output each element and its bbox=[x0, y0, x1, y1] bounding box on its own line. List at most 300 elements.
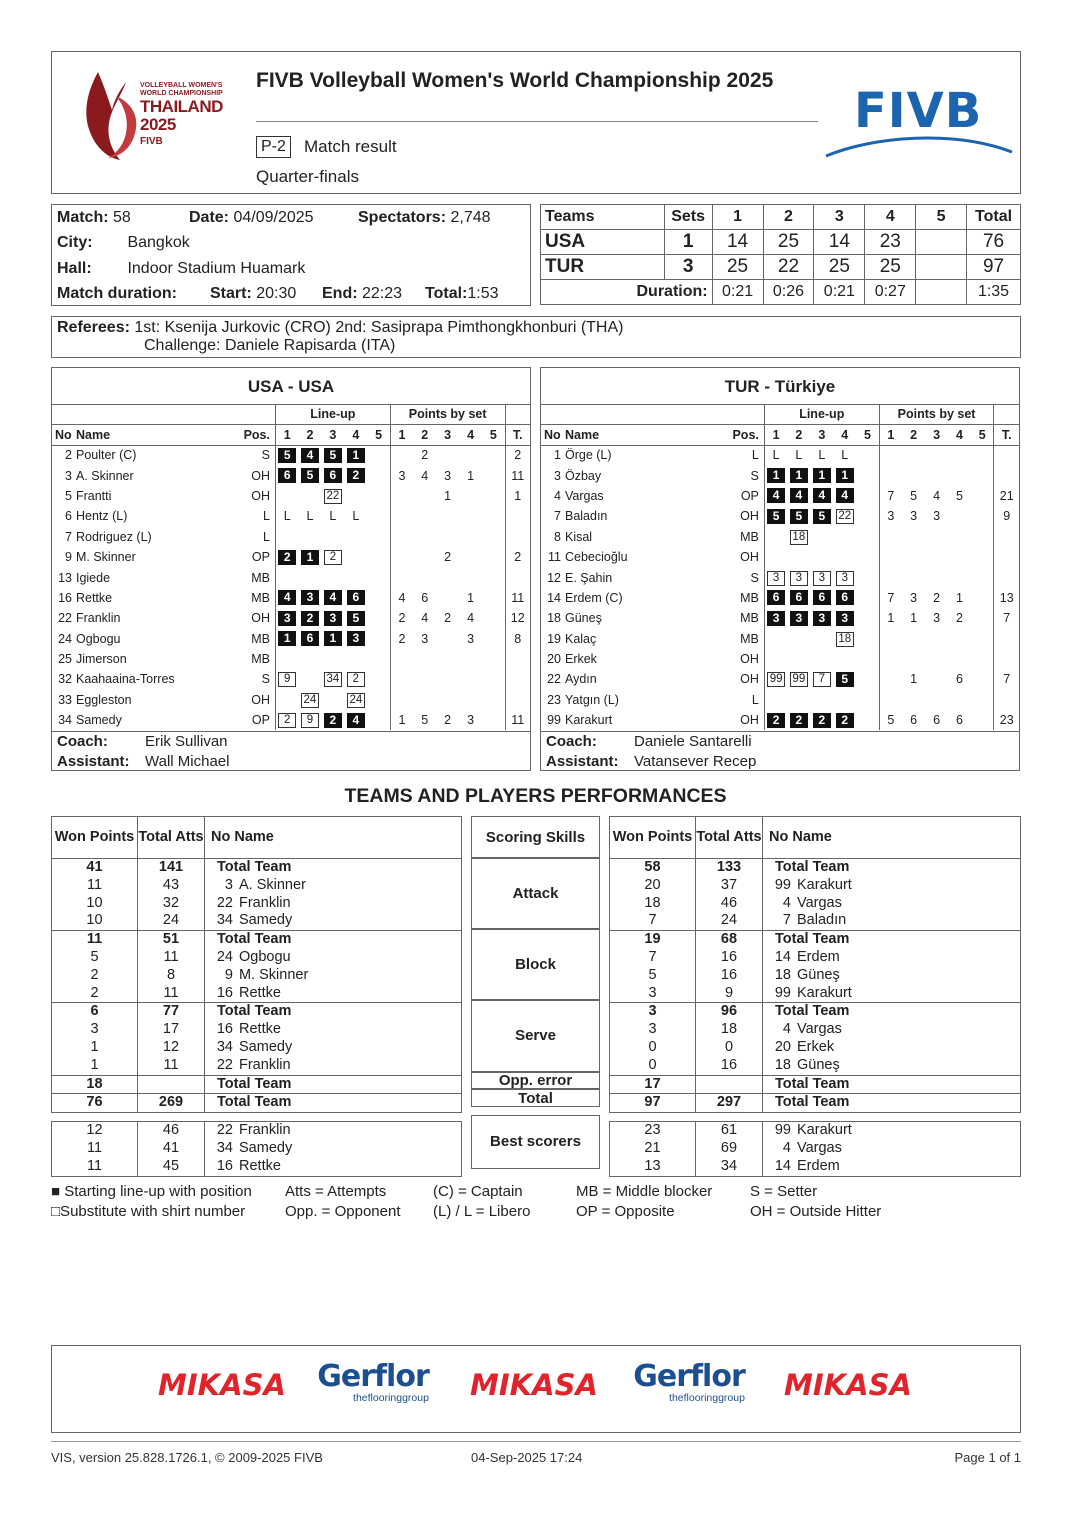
substitute-box: 3 bbox=[836, 571, 854, 586]
won-points: 3 bbox=[610, 1003, 696, 1021]
points-set-header: 5 bbox=[482, 424, 505, 445]
libero-mark: L bbox=[329, 509, 337, 524]
won-points: 11 bbox=[52, 1140, 138, 1158]
coach-label: Coach: bbox=[57, 733, 108, 750]
player-row bbox=[541, 567, 1019, 587]
player-name: Total Team bbox=[217, 1094, 292, 1111]
starting-position-box: 3 bbox=[836, 611, 854, 626]
player-number: 3 bbox=[224, 876, 233, 893]
lineup-cell bbox=[833, 649, 856, 669]
player-name: Total Team bbox=[217, 1003, 292, 1020]
total-atts: 61 bbox=[696, 1122, 763, 1140]
coach-name: Daniele Santarelli bbox=[634, 733, 752, 750]
starting-position-box: 2 bbox=[790, 713, 808, 728]
set-points bbox=[971, 669, 994, 689]
total-atts: 141 bbox=[138, 859, 205, 877]
lineup-cell bbox=[787, 649, 810, 669]
lineup-cell bbox=[833, 506, 856, 526]
name-header: Name bbox=[565, 424, 732, 445]
lineup-cell bbox=[298, 445, 321, 465]
lineup-cell bbox=[810, 445, 833, 465]
lineup-set-header: 5 bbox=[367, 424, 390, 445]
player-name: Baladın bbox=[564, 509, 608, 524]
player-number: 22 bbox=[216, 1122, 233, 1139]
lineup-cell bbox=[833, 486, 856, 506]
lineup-cell bbox=[321, 690, 344, 710]
set-points bbox=[459, 649, 482, 669]
total-atts: 34 bbox=[696, 1158, 763, 1176]
won-points: 12 bbox=[52, 1122, 138, 1140]
won-points: 58 bbox=[610, 859, 696, 877]
set4-header: 4 bbox=[865, 205, 916, 230]
lineup-cell bbox=[367, 669, 390, 689]
won-points: 10 bbox=[52, 895, 138, 913]
set-points bbox=[482, 506, 505, 526]
set-points bbox=[436, 690, 459, 710]
player-name: Poulter (C) bbox=[75, 448, 137, 463]
total-duration: 1:35 bbox=[967, 280, 1021, 305]
lineup-cell bbox=[321, 567, 344, 587]
roster-group-header bbox=[541, 405, 1019, 424]
won-points: 1 bbox=[52, 1039, 138, 1057]
player-name: Karakurt bbox=[797, 876, 852, 893]
set-points bbox=[925, 649, 948, 669]
starting-position-box: 4 bbox=[347, 713, 365, 728]
player-row bbox=[52, 445, 530, 465]
best-scorer-row bbox=[52, 1140, 462, 1158]
starting-position-box: 5 bbox=[790, 509, 808, 524]
set-points: 6 bbox=[421, 590, 429, 605]
starting-position-box: 1 bbox=[347, 448, 365, 463]
lineup-cell bbox=[764, 710, 787, 730]
player-row bbox=[52, 690, 530, 710]
set-points bbox=[925, 547, 948, 567]
player-number: 18 bbox=[774, 966, 791, 983]
lineup-cell bbox=[856, 506, 879, 526]
lineup-cell bbox=[275, 527, 298, 547]
performance-row bbox=[610, 1021, 1021, 1039]
set-points bbox=[482, 588, 505, 608]
total-atts bbox=[696, 1075, 763, 1094]
performance-row bbox=[52, 877, 462, 895]
substitute-box: 2 bbox=[347, 672, 365, 687]
performance-table bbox=[51, 816, 462, 1113]
player-total-points bbox=[994, 567, 1019, 587]
player-number: 7 bbox=[554, 509, 561, 524]
player-number: 16 bbox=[216, 1021, 233, 1038]
total-points: 76 bbox=[967, 230, 1021, 255]
lineup-cell bbox=[764, 547, 787, 567]
lineup-set-header: 1 bbox=[275, 424, 298, 445]
starting-position-box: 3 bbox=[324, 611, 342, 626]
starting-position-box: 1 bbox=[301, 550, 319, 565]
set-points: 2 bbox=[398, 631, 406, 646]
total-header: T. bbox=[505, 424, 530, 445]
total-atts: 11 bbox=[138, 1057, 205, 1075]
substitute-box: 24 bbox=[301, 693, 319, 708]
total-atts: 11 bbox=[138, 949, 205, 967]
no-name-header: No Name bbox=[205, 817, 462, 859]
libero-mark: L bbox=[352, 509, 360, 524]
player-name: A. Skinner bbox=[239, 876, 306, 893]
player-position: L bbox=[732, 445, 764, 465]
set-points: 3 bbox=[467, 713, 475, 728]
lineup-cell bbox=[275, 486, 298, 506]
performance-row bbox=[52, 1003, 462, 1021]
starting-position-box: 5 bbox=[278, 448, 296, 463]
won-points: 5 bbox=[610, 967, 696, 985]
set-score: 14 bbox=[814, 230, 865, 255]
player-name: Aydın bbox=[564, 672, 597, 687]
sets-header: Sets bbox=[664, 205, 712, 230]
lineup-cell bbox=[764, 690, 787, 710]
lineup-cell bbox=[787, 588, 810, 608]
player-name: Total Team bbox=[775, 859, 850, 875]
player-name: Örge (L) bbox=[564, 448, 612, 463]
starting-position-box: 1 bbox=[324, 631, 342, 646]
lineup-cell bbox=[810, 486, 833, 506]
set-points: 5 bbox=[421, 713, 429, 728]
lineup-cell bbox=[321, 608, 344, 628]
set-points bbox=[925, 690, 948, 710]
lineup-cell bbox=[275, 547, 298, 567]
set-points bbox=[879, 649, 902, 669]
points-by-set-header: Points by set bbox=[390, 405, 505, 424]
lineup-cell bbox=[856, 629, 879, 649]
set-points bbox=[413, 649, 436, 669]
lineup-set-header: 5 bbox=[856, 424, 879, 445]
player-position: MB bbox=[732, 588, 764, 608]
lineup-cell bbox=[810, 710, 833, 730]
lineup-cell bbox=[344, 547, 367, 567]
performance-row bbox=[52, 912, 462, 930]
total-atts: 43 bbox=[138, 877, 205, 895]
player-name: Franklin bbox=[239, 1056, 291, 1073]
set-points bbox=[902, 547, 925, 567]
player-position: S bbox=[732, 567, 764, 587]
lineup-cell bbox=[298, 629, 321, 649]
skill-label: Serve bbox=[471, 1000, 600, 1071]
total-atts: 41 bbox=[138, 1140, 205, 1158]
player-number: 1 bbox=[554, 448, 561, 463]
substitute-box: 2 bbox=[278, 713, 296, 728]
player-number: 16 bbox=[58, 590, 72, 605]
won-points: 11 bbox=[52, 877, 138, 895]
set-points: 1 bbox=[467, 468, 475, 483]
lineup-cell bbox=[275, 690, 298, 710]
set-points bbox=[390, 669, 413, 689]
lineup-cell bbox=[764, 649, 787, 669]
substitute-box: 18 bbox=[836, 632, 854, 647]
lineup-cell bbox=[787, 629, 810, 649]
total-atts-header: Total Atts bbox=[696, 817, 763, 859]
won-points: 3 bbox=[610, 1021, 696, 1039]
player-name: Erkek bbox=[564, 652, 597, 667]
player-name: M. Skinner bbox=[75, 550, 136, 565]
starting-position-box: 6 bbox=[301, 631, 319, 646]
logo-subtitle: VOLLEYBALL WOMEN'S WORLD CHAMPIONSHIP bbox=[140, 82, 223, 97]
referees-label: Referees: bbox=[57, 319, 130, 336]
set-points bbox=[925, 629, 948, 649]
sets-won: 1 bbox=[664, 230, 712, 255]
fivb-logo bbox=[824, 83, 1014, 158]
performance-row bbox=[610, 912, 1021, 930]
player-row bbox=[541, 486, 1019, 506]
lineup-cell bbox=[787, 567, 810, 587]
player-name: Franklin bbox=[239, 1122, 291, 1139]
total-atts: 96 bbox=[696, 1003, 763, 1021]
hall-value: Indoor Stadium Huamark bbox=[127, 260, 306, 277]
lineup-cell bbox=[367, 486, 390, 506]
set-points: 2 bbox=[444, 550, 452, 565]
set-points: 1 bbox=[910, 672, 918, 687]
substitute-box: 3 bbox=[790, 571, 808, 586]
set-points bbox=[413, 486, 436, 506]
set-points bbox=[971, 465, 994, 485]
player-name: Kisal bbox=[564, 529, 593, 544]
set-points: 4 bbox=[421, 611, 429, 626]
lineup-cell bbox=[344, 527, 367, 547]
substitute-box: 24 bbox=[347, 693, 365, 708]
player-name: Samedy bbox=[239, 1038, 293, 1055]
city-value: Bangkok bbox=[127, 234, 190, 251]
total-atts: 297 bbox=[696, 1094, 763, 1113]
starting-position-box: 4 bbox=[767, 488, 785, 503]
set-points bbox=[971, 547, 994, 567]
set-points bbox=[879, 669, 902, 689]
footer-version: VIS, version 25.828.1726.1, © 2009-2025 FIVB bbox=[51, 1450, 323, 1465]
player-total-points: 23 bbox=[999, 713, 1014, 728]
set-points bbox=[879, 445, 902, 465]
fivb-swoosh-icon bbox=[824, 130, 1014, 158]
set-points: 3 bbox=[421, 631, 429, 646]
player-row bbox=[541, 710, 1019, 730]
player-row bbox=[52, 527, 530, 547]
match-info bbox=[51, 204, 531, 306]
starting-position-box: 5 bbox=[324, 448, 342, 463]
set-points bbox=[948, 629, 971, 649]
won-points: 11 bbox=[52, 1158, 138, 1176]
lineup-cell bbox=[810, 567, 833, 587]
set-points bbox=[482, 649, 505, 669]
total-atts: 69 bbox=[696, 1140, 763, 1158]
total-atts: 46 bbox=[696, 895, 763, 913]
lineup-cell bbox=[764, 567, 787, 587]
player-name: Erdem bbox=[797, 1157, 840, 1174]
lineup-cell bbox=[833, 527, 856, 547]
set-points: 2 bbox=[398, 611, 406, 626]
set-points: 2 bbox=[444, 611, 452, 626]
player-total-points bbox=[505, 690, 530, 710]
set-points bbox=[482, 445, 505, 465]
roster-table bbox=[52, 405, 530, 730]
lineup-cell bbox=[856, 649, 879, 669]
substitute-box: 22 bbox=[836, 509, 854, 524]
performance-row bbox=[610, 985, 1021, 1003]
won-points: 2 bbox=[52, 967, 138, 985]
player-number: 11 bbox=[548, 550, 561, 565]
libero-mark: L bbox=[795, 448, 803, 463]
libero-mark: L bbox=[841, 448, 849, 463]
player-total-points: 11 bbox=[511, 713, 525, 728]
performance-row bbox=[52, 859, 462, 877]
player-number: 34 bbox=[216, 912, 233, 929]
set-points bbox=[459, 527, 482, 547]
won-points: 7 bbox=[610, 949, 696, 967]
report-header bbox=[51, 51, 1021, 194]
won-points: 0 bbox=[610, 1057, 696, 1075]
lineup-cell bbox=[856, 608, 879, 628]
player-total-points: 2 bbox=[514, 550, 522, 565]
set-score: 25 bbox=[814, 255, 865, 280]
player-name: Total Team bbox=[775, 1003, 850, 1020]
legend-starting: ■ Starting line-up with position bbox=[51, 1183, 252, 1200]
lineup-cell bbox=[833, 629, 856, 649]
player-row bbox=[541, 445, 1019, 465]
lineup-cell bbox=[275, 567, 298, 587]
lineup-cell bbox=[787, 669, 810, 689]
starting-position-box: 5 bbox=[347, 611, 365, 626]
player-position: OH bbox=[732, 649, 764, 669]
player-row bbox=[52, 629, 530, 649]
set-points bbox=[390, 547, 413, 567]
set-points bbox=[971, 690, 994, 710]
lineup-cell bbox=[810, 506, 833, 526]
set-points bbox=[879, 629, 902, 649]
score-row-usa bbox=[541, 230, 1021, 255]
legend-substitute: □Substitute with shirt number bbox=[51, 1203, 246, 1220]
player-name: Erdem bbox=[797, 948, 840, 965]
won-points: 21 bbox=[610, 1140, 696, 1158]
lineup-cell bbox=[367, 547, 390, 567]
player-name: Güneş bbox=[564, 611, 602, 626]
lineup-cell bbox=[321, 486, 344, 506]
set-points: 6 bbox=[933, 713, 941, 728]
player-number: 14 bbox=[774, 948, 791, 965]
starting-position-box: 2 bbox=[324, 713, 342, 728]
player-row bbox=[541, 465, 1019, 485]
set-score bbox=[916, 230, 967, 255]
page-title: FIVB Volleyball Women's World Championship 2025 bbox=[256, 69, 774, 92]
player-name: A. Skinner bbox=[75, 468, 134, 483]
lineup-set-header: 2 bbox=[298, 424, 321, 445]
lineup-cell bbox=[787, 465, 810, 485]
lineup-cell bbox=[344, 588, 367, 608]
set-points bbox=[902, 649, 925, 669]
starting-position-box: 1 bbox=[813, 468, 831, 483]
hall-label: Hall: bbox=[57, 260, 92, 277]
lineup-cell bbox=[810, 608, 833, 628]
starting-position-box: 4 bbox=[790, 488, 808, 503]
player-number: 2 bbox=[65, 448, 72, 463]
lineup-cell bbox=[321, 465, 344, 485]
set-points bbox=[482, 710, 505, 730]
lineup-cell bbox=[321, 506, 344, 526]
player-position: L bbox=[244, 527, 276, 547]
set-points bbox=[948, 547, 971, 567]
player-total-points: 9 bbox=[1003, 509, 1011, 524]
lineup-cell bbox=[344, 506, 367, 526]
substitute-box: 9 bbox=[301, 713, 319, 728]
player-total-points: 7 bbox=[1003, 672, 1011, 687]
won-points: 3 bbox=[610, 985, 696, 1003]
lineup-cell bbox=[344, 445, 367, 465]
player-row bbox=[52, 547, 530, 567]
roster-usa bbox=[51, 367, 531, 771]
set-points bbox=[436, 629, 459, 649]
roster-table bbox=[541, 405, 1019, 730]
lineup-cell bbox=[810, 588, 833, 608]
player-total-points bbox=[994, 629, 1019, 649]
roster-column-header bbox=[52, 424, 530, 445]
performance-row bbox=[610, 1075, 1021, 1094]
starting-position-box: 4 bbox=[324, 590, 342, 605]
player-number: 99 bbox=[774, 876, 791, 893]
lineup-set-header: 3 bbox=[321, 424, 344, 445]
player-row bbox=[541, 547, 1019, 567]
player-number: 33 bbox=[58, 692, 72, 707]
set-points: 5 bbox=[956, 488, 963, 503]
legend-captain: (C) = Captain bbox=[433, 1183, 523, 1200]
starting-position-box: 5 bbox=[301, 468, 319, 483]
duration-label: Duration: bbox=[541, 280, 713, 305]
lineup-cell bbox=[275, 669, 298, 689]
date-label: Date: bbox=[189, 209, 230, 226]
player-number: 6 bbox=[65, 509, 72, 524]
team-title: TUR - Türkiye bbox=[541, 368, 1019, 405]
player-number: 32 bbox=[58, 672, 72, 687]
lineup-cell bbox=[856, 445, 879, 465]
lineup-cell bbox=[764, 506, 787, 526]
player-name: Rettke bbox=[239, 1021, 281, 1038]
no-name-header: No Name bbox=[763, 817, 1021, 859]
player-number: 22 bbox=[216, 1056, 233, 1073]
set-points bbox=[390, 506, 413, 526]
player-name: Güneş bbox=[797, 1056, 840, 1073]
performance-row bbox=[52, 985, 462, 1003]
set-points: 3 bbox=[933, 509, 941, 524]
player-number: 19 bbox=[547, 631, 561, 646]
lineup-set-header: 1 bbox=[764, 424, 787, 445]
total-atts: 51 bbox=[138, 931, 205, 949]
substitute-box: 9 bbox=[278, 672, 296, 687]
set-score: 14 bbox=[712, 230, 763, 255]
player-name: Baladın bbox=[797, 912, 847, 929]
mikasa-logo: MIKASA bbox=[470, 1368, 598, 1402]
player-position: MB bbox=[244, 567, 276, 587]
set-points bbox=[413, 527, 436, 547]
starting-position-box: 2 bbox=[301, 611, 319, 626]
set-points bbox=[482, 567, 505, 587]
player-number: 22 bbox=[216, 894, 233, 911]
set-points bbox=[925, 527, 948, 547]
player-name: Rodriguez (L) bbox=[75, 529, 152, 544]
set-points bbox=[436, 588, 459, 608]
won-points: 0 bbox=[610, 1039, 696, 1057]
team-title: USA - USA bbox=[52, 368, 530, 405]
player-row bbox=[52, 506, 530, 526]
coach-name: Erik Sullivan bbox=[145, 733, 228, 750]
player-number: 23 bbox=[547, 692, 561, 707]
set-points bbox=[436, 669, 459, 689]
substitute-box: 18 bbox=[790, 530, 808, 545]
lineup-cell bbox=[764, 527, 787, 547]
total-atts: 12 bbox=[138, 1039, 205, 1057]
set-points bbox=[482, 629, 505, 649]
won-points: 17 bbox=[610, 1075, 696, 1094]
skill-label: Block bbox=[471, 929, 600, 1000]
best-scorer-row bbox=[52, 1122, 462, 1140]
